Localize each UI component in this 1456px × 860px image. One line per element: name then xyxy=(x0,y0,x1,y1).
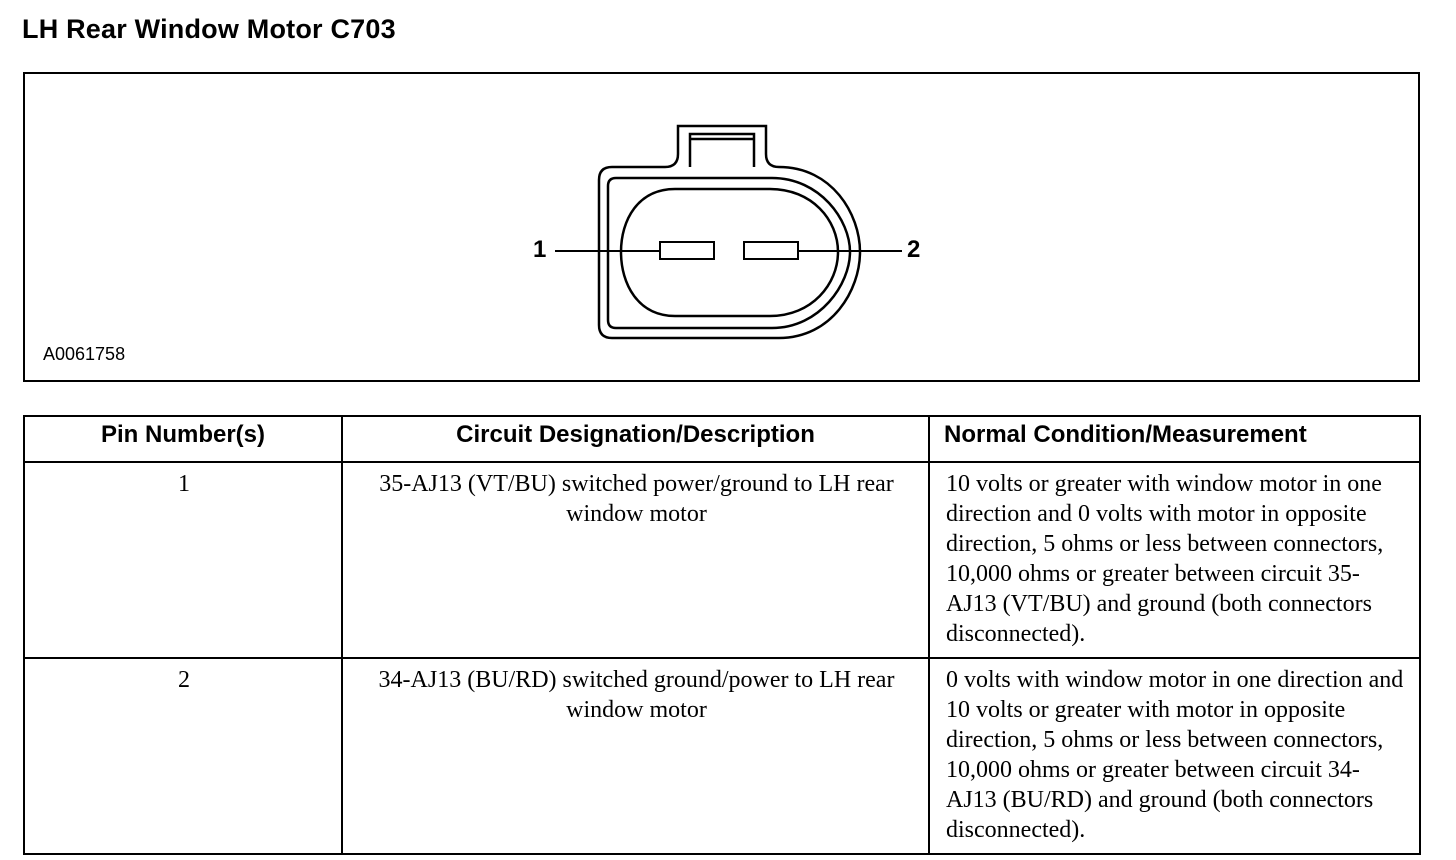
terminal-2 xyxy=(744,242,798,259)
header-circuit: Circuit Designation/Description xyxy=(342,416,929,462)
pinout-table xyxy=(23,415,1421,855)
connector-diagram xyxy=(23,72,1420,382)
header-condition: Normal Condition/Measurement xyxy=(929,416,1420,462)
cell-condition: 0 volts with window motor in one direction and 10 volts or greater with motor in opposite direction, 5 ohms or less between connectors, 10,000 ohms or greater between circuit 34-AJ13 (BU/RD) and ground (both connectors disconnected). xyxy=(929,658,1420,854)
header-pin-number: Pin Number(s) xyxy=(24,416,342,462)
terminal-1 xyxy=(660,242,714,259)
page-title: LH Rear Window Motor C703 xyxy=(22,14,396,44)
cell-circuit: 34-AJ13 (BU/RD) switched ground/power to LH rear window motor xyxy=(342,658,929,854)
cell-circuit: 35-AJ13 (VT/BU) switched power/ground to LH rear window motor xyxy=(342,462,929,658)
table-header-row xyxy=(24,416,1420,462)
figure-id: A0061758 xyxy=(43,344,126,364)
table-row xyxy=(24,658,1420,854)
pin-1-label: 1 xyxy=(533,236,547,263)
pin-2-label: 2 xyxy=(907,236,921,263)
cell-condition: 10 volts or greater with window motor in one direction and 0 volts with motor in opposite direction, 5 ohms or less between connectors, 10,000 ohms or greater between circuit 35-AJ13 (VT/BU) and ground (both connectors disconnected). xyxy=(929,462,1420,658)
connector-face-drawing xyxy=(25,74,1420,382)
cell-pin: 2 xyxy=(24,658,342,854)
cell-pin: 1 xyxy=(24,462,342,658)
table-row xyxy=(24,462,1420,658)
